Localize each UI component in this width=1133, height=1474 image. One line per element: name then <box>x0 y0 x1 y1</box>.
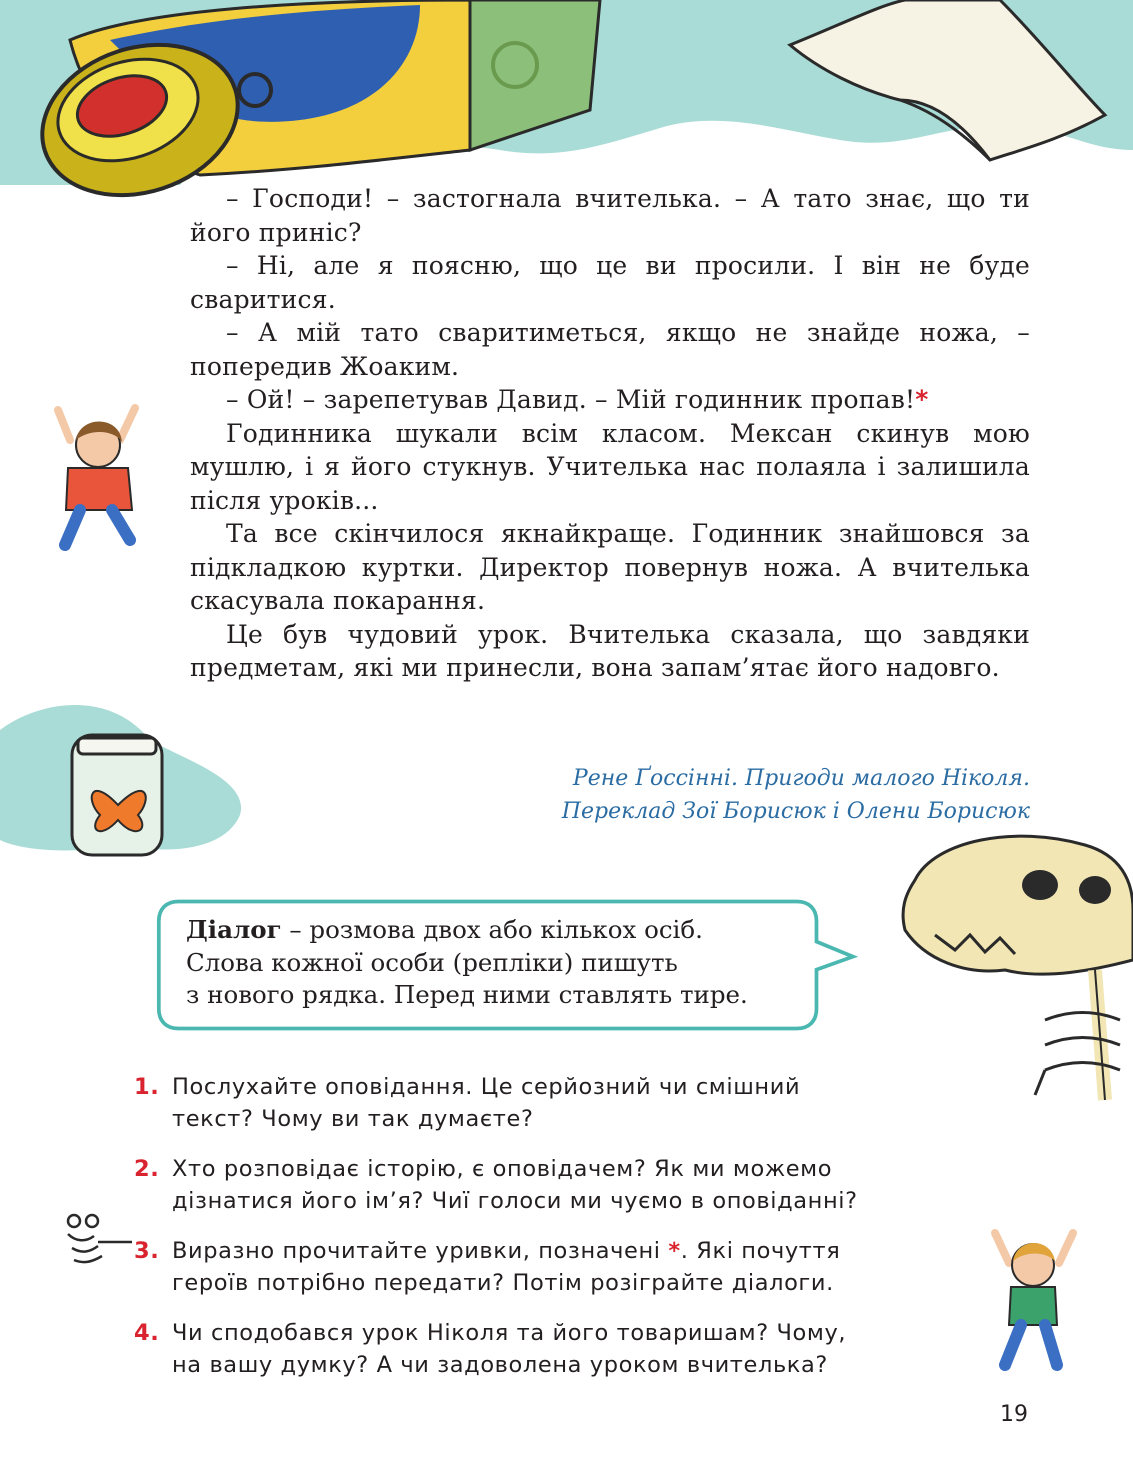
boy-jumping-icon <box>985 1225 1080 1375</box>
story-paragraph: Годинника шукали всім класом. Мексан скинув мою мушлю, і я його стукнув. Учителька нас полаяла і залишила після уроків... <box>190 418 1030 515</box>
source-credit <box>420 762 1030 828</box>
task-number: 3. <box>134 1238 160 1264</box>
definition-line <box>186 914 846 947</box>
task-text <box>172 1153 858 1217</box>
reading-star-icon: * <box>915 385 929 414</box>
butterfly-jar-icon <box>0 700 260 860</box>
task-line: Хто розповідає історію, є оповідачем? Як ми можемо <box>172 1156 833 1182</box>
story-paragraph: – Господи! – застогнала вчителька. – А тато знає, що ти його приніс? <box>190 184 1030 247</box>
task-number: 1. <box>134 1074 160 1100</box>
task-text <box>172 1317 846 1381</box>
definition-term: Діалог <box>186 915 282 944</box>
task-line <box>172 1235 840 1267</box>
task-line: текст? Чому ви так думаєте? <box>172 1106 534 1132</box>
task-line: Чи сподобався урок Ніколя та його товаришам? Чому, <box>172 1320 847 1346</box>
task-text <box>172 1071 800 1135</box>
definition-line-1: – розмова двох або кількох осіб. <box>281 915 703 944</box>
credit-line: Рене Ґоссінні. Пригоди малого Ніколя. <box>572 766 1030 791</box>
story-paragraph: – А мій тато сваритиметься, якщо не знайде ножа, – попередив Жоаким. <box>190 318 1030 381</box>
role-play-icon <box>62 1212 134 1272</box>
task-line: дізнатися його ім’я? Чиї голоси ми чуємо в оповіданні? <box>172 1188 858 1214</box>
top-illustration <box>0 0 1133 200</box>
reading-star-icon: * <box>668 1238 681 1264</box>
task-number: 4. <box>134 1320 160 1346</box>
task-line: героїв потрібно передати? Потім розіграйте діалоги. <box>172 1270 834 1296</box>
task-line-part: . Які почуття <box>680 1238 841 1264</box>
task-line: Послухайте оповідання. Це серйозний чи смішний <box>172 1074 801 1100</box>
girl-jumping-icon <box>40 400 150 560</box>
definition-text <box>186 914 846 1012</box>
task-line-part: Виразно прочитайте уривки, позначені <box>172 1238 669 1264</box>
story-paragraph: – Ні, але я поясню, що це ви просили. І він не буде сваритися. <box>190 251 1030 314</box>
credit-line: Переклад Зої Борисюк і Олени Борисюк <box>561 799 1030 824</box>
definition-line-2: Слова кожної особи (репліки) пишуть <box>186 947 678 977</box>
dinosaur-skeleton-icon <box>895 820 1133 1110</box>
story-text <box>190 182 1030 685</box>
story-paragraph: Це був чудовий урок. Вчителька сказала, що завдяки предметам, які ми принесли, вона запам’ятає його надовго. <box>190 619 1030 682</box>
story-paragraph <box>190 383 1030 417</box>
story-line: – Ой! – зарепетував Давид. – Мій годинник пропав! <box>226 385 916 414</box>
task-line: на вашу думку? А чи задоволена уроком вчителька? <box>172 1352 828 1378</box>
task-number: 2. <box>134 1156 160 1182</box>
story-paragraph: Та все скінчилося якнайкраще. Годинник знайшовся за підкладкою куртки. Директор повернув ножа. А вчителька скасувала покарання. <box>190 519 1030 615</box>
task-text <box>172 1235 840 1299</box>
page-number: 19 <box>1000 1402 1028 1427</box>
definition-line-3: з нового рядка. Перед ними ставлять тире. <box>186 980 748 1009</box>
